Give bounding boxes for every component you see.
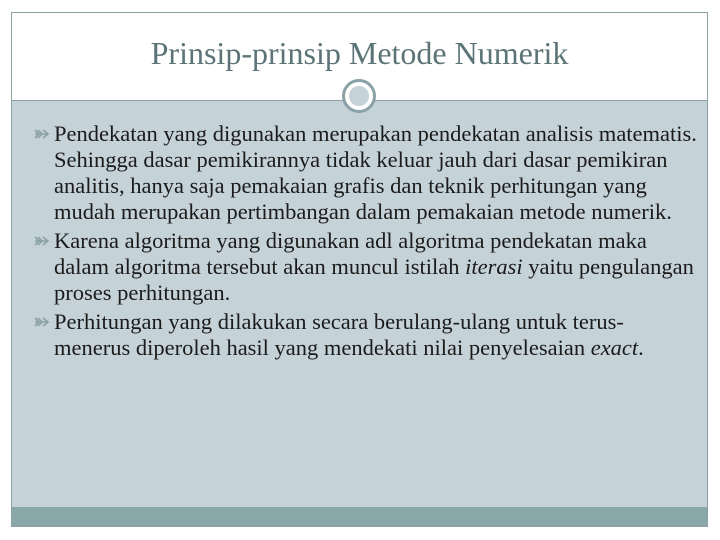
bullet-item [34, 309, 699, 361]
bullet-text: Karena algoritma yang digunakan adl algoritma pendekatan maka dalam algoritma tersebut akan muncul istilah [54, 228, 647, 279]
bottom-bar [12, 507, 707, 526]
bullet-item [34, 228, 699, 306]
italic-term: exact [590, 335, 639, 360]
bullet-item [34, 121, 699, 225]
arrow-feather-icon [34, 127, 51, 141]
slide [11, 12, 708, 527]
bullet-text: . [638, 335, 644, 360]
arrow-feather-icon [34, 234, 51, 248]
slide-title: Prinsip-prinsip Metode Numerik [150, 35, 569, 71]
bullet-text: Pendekatan yang digunakan merupakan pendekatan analisis matematis. Sehingga dasar pemikirannya tidak keluar jauh dari dasar pemikiran analitis, hanya saja pemakaian grafis dan teknik perhitungan yang mudah merupakan pertimbangan dalam pemakaian metode numerik. [54, 121, 697, 224]
bullet-text: Perhitungan yang dilakukan secara berulang-ulang untuk terus-menerus diperoleh hasil yang mendekati nilai penyelesaian [54, 309, 624, 360]
italic-term: iterasi [465, 254, 523, 279]
slide-body [34, 121, 699, 364]
arrow-feather-icon [34, 315, 51, 329]
circle-ornament-icon [342, 79, 376, 113]
bullet-text: yaitu pengulangan proses perhitungan. [54, 254, 694, 305]
